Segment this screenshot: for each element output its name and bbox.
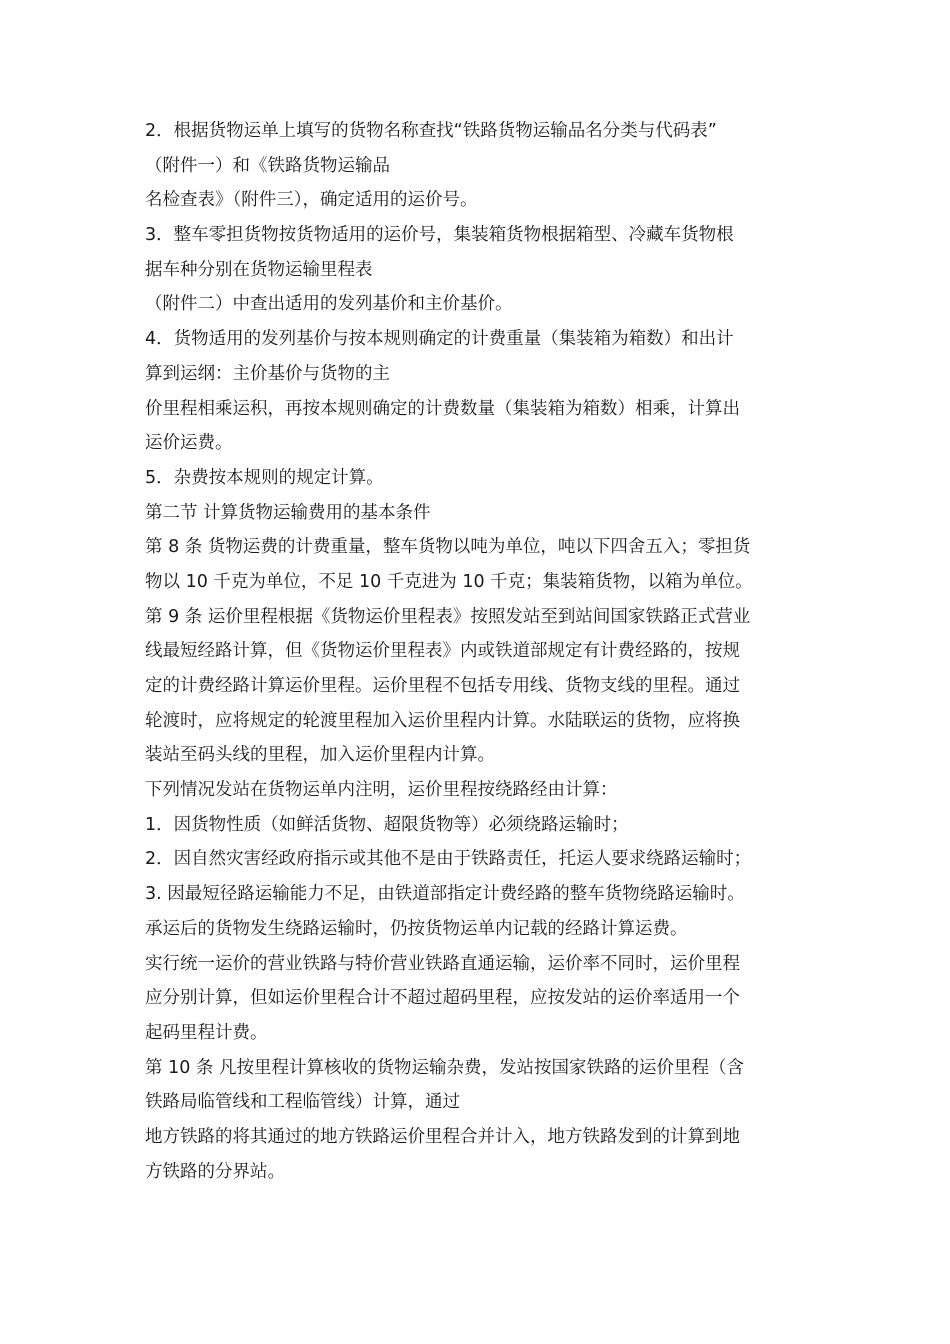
text-line: 定的计费经路计算运价里程。运价里程不包括专用线、货物支线的里程。通过: [145, 676, 740, 696]
text-line: 实行统一运价的营业铁路与特价营业铁路直通运输，运价率不同时，运价里程: [145, 953, 740, 974]
text-line: 3. 因最短径路运输能力不足，由铁道部指定计费经路的整车货物绕路运输时。: [145, 884, 745, 905]
text-line: 起码里程计费。: [145, 1022, 268, 1043]
text-line: 地方铁路的将其通过的地方铁路运价里程合并计入，地方铁路发到的计算到地: [145, 1126, 740, 1147]
text-line: 3．整车零担货物按货物适用的运价号，集装箱货物根据箱型、冷藏车货物根: [145, 225, 734, 246]
text-line: 应分别计算，但如运价里程合计不超过超码里程，应按发站的运价率适用一个: [145, 988, 740, 1009]
text-line: 方铁路的分界站。: [145, 1161, 285, 1182]
section-heading: 第二节 计算货物运输费用的基本条件: [145, 502, 431, 523]
text-line: 第 8 条 货物运费的计费重量，整车货物以吨为单位，吨以下四舍五入；零担货: [145, 537, 751, 558]
text-line: 承运后的货物发生绕路运输时，仍按货物运单内记载的经路计算运费。: [145, 918, 688, 939]
text-line: 装站至码头线的里程，加入运价里程内计算。: [145, 745, 495, 766]
text-line: 线最短经路计算，但《货物运价里程表》内或铁道部规定有计费经路的，按规: [145, 641, 740, 662]
text-line: 名检查表》（附件三），确定适用的运价号。: [145, 190, 478, 211]
text-line: 2．根据货物运单上填写的货物名称查找“铁路货物运输品名分类与代码表”: [145, 121, 717, 141]
document-body: [145, 114, 810, 1189]
text-line: 价里程相乘运积，再按本规则确定的计费数量（集装箱为箱数）相乘，计算出: [145, 398, 740, 419]
text-line: 5．杂费按本规则的规定计算。: [145, 467, 384, 488]
text-line: （附件一）和《铁路货物运输品: [145, 155, 390, 176]
text-line: 第 10 条 凡按里程计算核收的货物运输杂费，发站按国家铁路的运价里程（含: [145, 1057, 744, 1078]
text-line: 铁路局临管线和工程临管线）计算，通过: [145, 1092, 460, 1113]
text-line: 轮渡时，应将规定的轮渡里程加入运价里程内计算。水陆联运的货物，应将换: [145, 710, 740, 731]
text-line: 第 9 条 运价里程根据《货物运价里程表》按照发站至到站间国家铁路正式营业: [145, 606, 751, 627]
text-line: 1．因货物性质（如鲜活货物、超限货物等）必须绕路运输时；: [145, 814, 629, 835]
text-line: 2．因自然灾害经政府指示或其他不是由于铁路责任，托运人要求绕路运输时；: [145, 849, 752, 870]
text-line: （附件二）中查出适用的发列基价和主价基价。: [145, 294, 513, 315]
text-line: 下列情况发站在货物运单内注明，运价里程按绕路经由计算：: [145, 780, 618, 801]
text-line: 物以 10 千克为单位，不足 10 千克进为 10 千克；集装箱货物，以箱为单位。: [145, 571, 753, 592]
text-line: 4．货物适用的发列基价与按本规则确定的计费重量（集装箱为箱数）和出计: [145, 329, 734, 350]
text-line: 算到运纲：主价基价与货物的主: [145, 363, 390, 384]
text-line: 运价运费。: [145, 433, 233, 454]
text-line: 据车种分别在货物运输里程表: [145, 259, 373, 280]
